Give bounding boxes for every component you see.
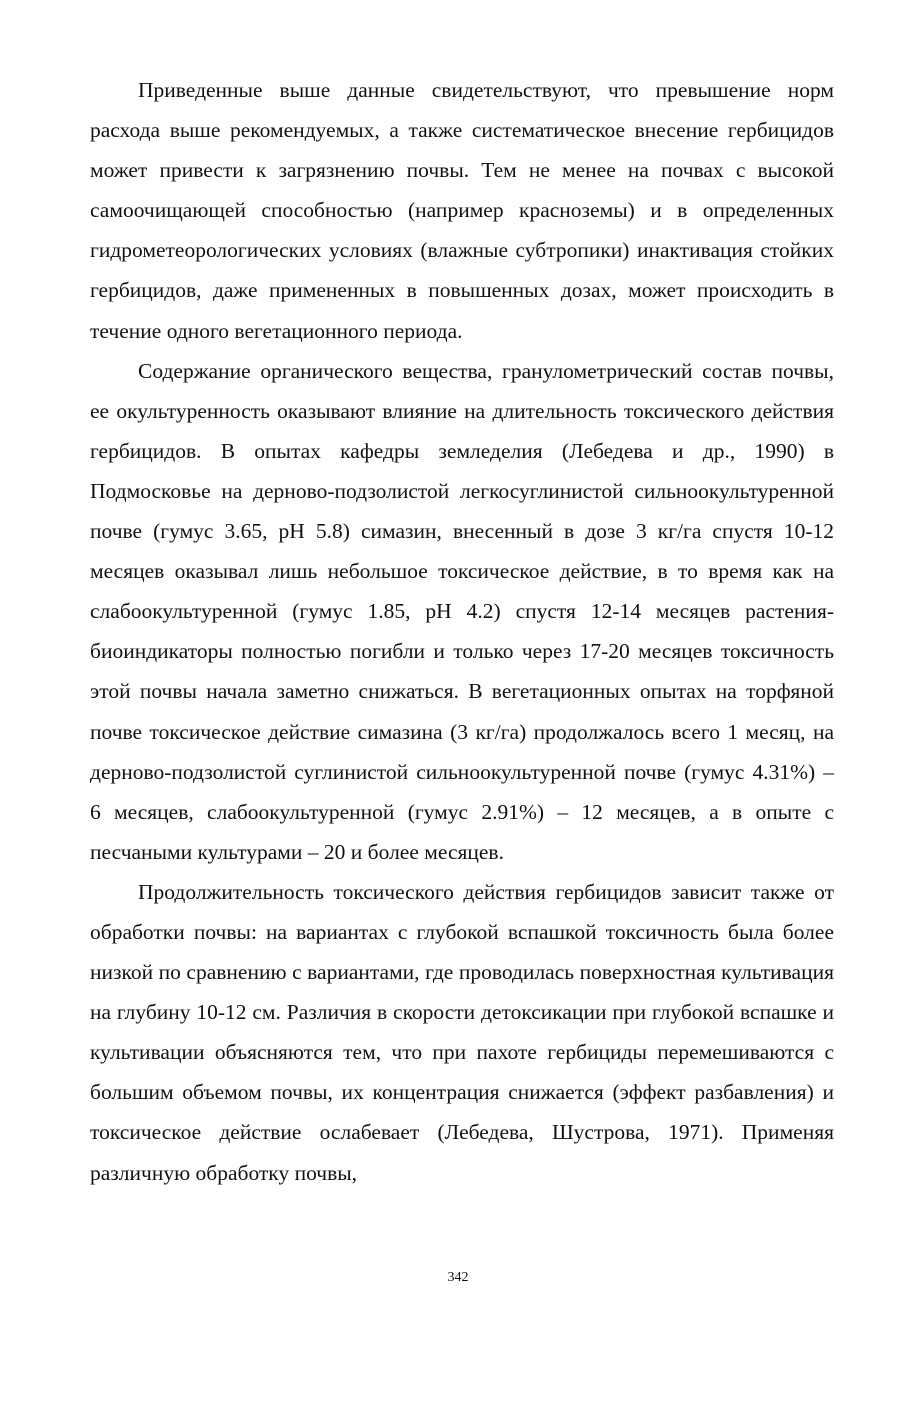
paragraph-1: Приведенные выше данные свидетельствуют, что превышение норм расхода выше рекомендуемых, а также систематическое внесение гербицидов может привести к загрязнению почвы. Тем не менее на почвах с высокой самоочищающей способностью (например красноземы) и в определенных гидрометеорологических условиях (влажные субтропики) инактивация стойких гербицидов, даже примененных в повышенных дозах, может происходить в течение одного вегетационного периода. [90, 78, 834, 343]
page-number: 342 [447, 1270, 469, 1285]
paragraph-2: Содержание органического вещества, гранулометрический состав почвы, ее окультуренность оказывают влияние на длительность токсического действия гербицидов. В опытах кафедры земледелия (Лебедева и др., 1990) в Подмосковье на дерново-подзолистой легкосуглинистой сильноокультуренной почве (гумус 3.65, рН 5.8) симазин, внесенный в дозе 3 кг/га спустя 10-12 месяцев оказывал лишь небольшое токсическое действие, в то время как на слабоокультуренной (гумус 1.85, рН 4.2) спустя 12-14 месяцев растения-биоиндикаторы полностью погибли и только через 17-20 месяцев токсичность этой почвы начала заметно снижаться. В вегетационных опытах на торфяной почве токсическое действие симазина (3 кг/га) продолжалось всего 1 месяц, на дерново-подзолистой суглинистой сильноокультуренной почве (гумус 4.31%) – 6 месяцев, слабоокультуренной (гумус 2.91%) – 12 месяцев, а в опыте с песчаными культурами – 20 и более месяцев. [90, 358, 834, 864]
paragraph-3: Продолжительность токсического действия гербицидов зависит также от обработки почвы: на вариантах с глубокой вспашкой токсичность была более низкой по сравнению с вариантами, где проводилась поверхностная культивация на глубину 10-12 см. Различия в скорости детоксикации при глубокой вспашке и культивации объясняются тем, что при пахоте гербициды перемешиваются с большим объемом почвы, их концентрация снижается (эффект разбавления) и токсическое действие ослабевает (Лебедева, Шустрова, 1971). Применяя различную обработку почвы, [90, 879, 834, 1185]
body-text [90, 70, 834, 1193]
